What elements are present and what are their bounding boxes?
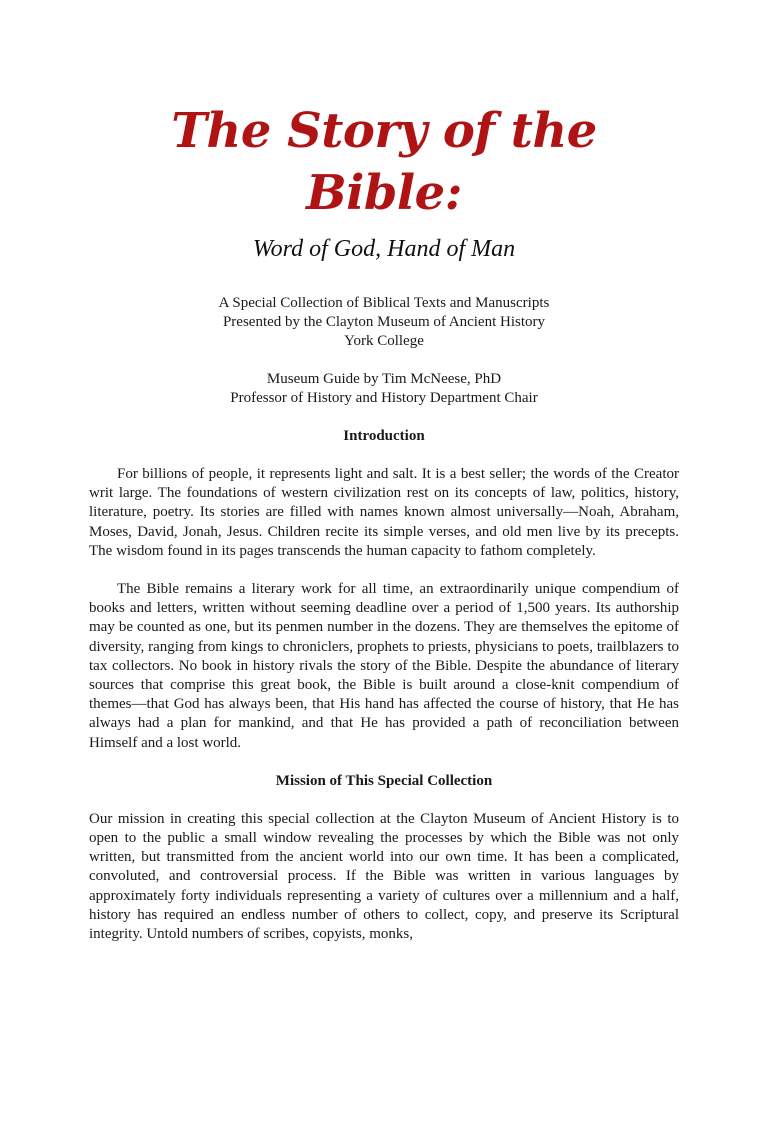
presenter-line: York College: [344, 333, 424, 349]
guide-line: Professor of History and History Department Chair: [230, 390, 538, 406]
document-page: [0, 100, 768, 1124]
body-paragraph: The Bible remains a literary work for all time, an extraordinarily unique compendium of books and letters, written without seeming deadline over a period of 1,500 years. Its authorship may be counted as one, but its penmen number in the dozens. They are themselves the epitome of diversity, ranging from kings to chroniclers, prophets to priests, physicians to poets, trailblazers to tax collectors. No book in history rivals the story of the Bible. Despite the abundance of literary sources that comprise this great book, the Bible is built around a close-knit compendium of themes—that God has always been, that His hand has affected the course of history, that He has always had a plan for mankind, and that He has provided a path of reconciliation between Himself and a lost world.: [89, 581, 679, 751]
body-paragraph: For billions of people, it represents light and salt. It is a best seller; the words of the Creator writ large. The foundations of western civilization rest on its concepts of law, politics, history, literature, poetry. Its stories are filled with names known almost universally—Noah, Abraham, Moses, David, Jonah, Jesus. Children recite its simple verses, and old men live by its precepts. The wisdom found in its pages transcends the human capacity to fathom completely.: [89, 466, 679, 559]
presenter-line: A Special Collection of Biblical Texts and Manuscripts: [218, 295, 550, 311]
guide-block: [89, 370, 679, 408]
section-heading-introduction: Introduction: [343, 428, 425, 444]
section-heading-mission: Mission of This Special Collection: [275, 772, 493, 789]
presenter-line: Presented by the Clayton Museum of Ancient History: [222, 314, 546, 330]
guide-line: Museum Guide by Tim McNeese, PhD: [266, 371, 502, 387]
document-subtitle: Word of God, Hand of Man: [252, 236, 516, 262]
document-title: The Story of the Bible:: [171, 103, 597, 221]
presenter-block: [89, 294, 679, 351]
body-paragraph: Our mission in creating this special collection at the Clayton Museum of Ancient History is to open to the public a small window revealing the processes by which the Bible was not only written, but transmitted from the ancient world into our own time. It has been a complicated, convoluted, and controversial process. If the Bible was written in various languages by approximately forty individuals representing a variety of cultures over a millennium and a half, history has required an endless number of others to collect, copy, and preserve its Scriptural integrity. Untold numbers of scribes, copyists, monks,: [89, 810, 679, 943]
